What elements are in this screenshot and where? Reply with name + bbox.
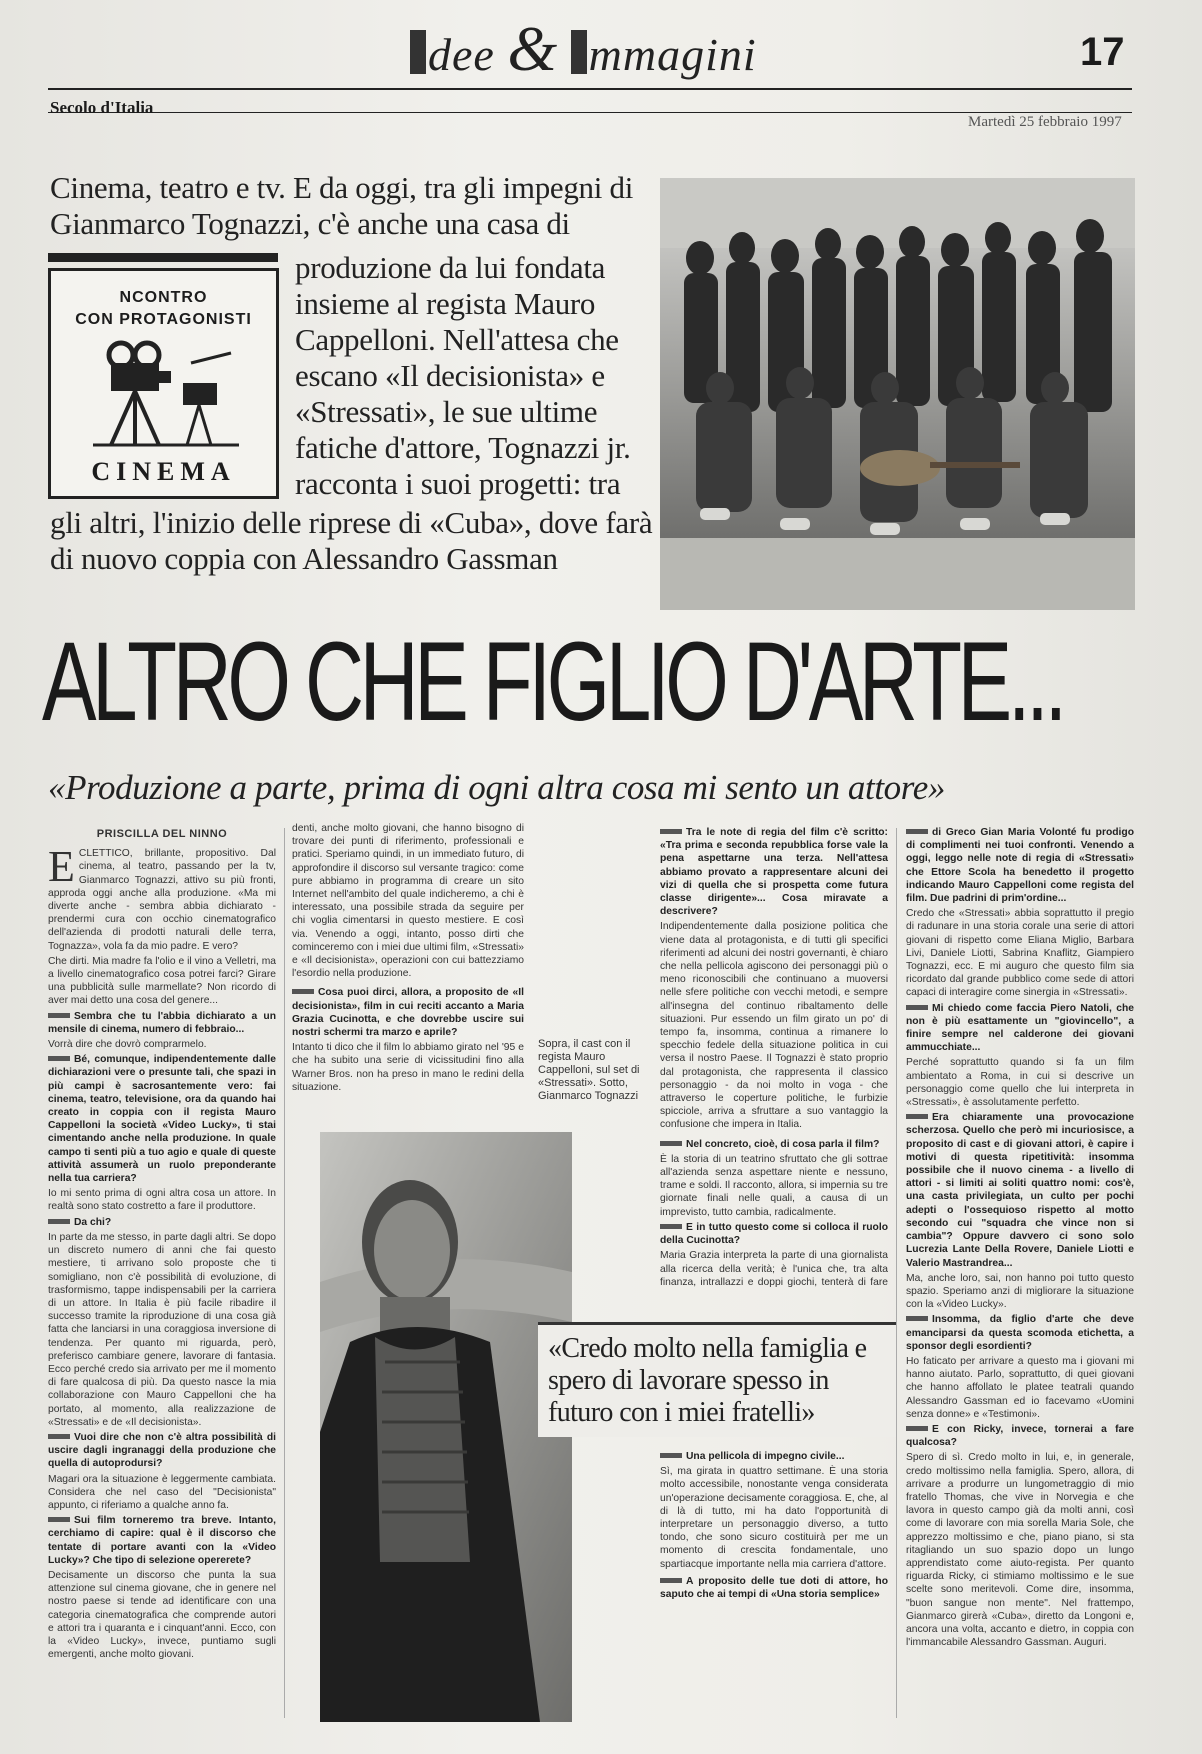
question-text: Una pellicola di impegno civile...: [660, 1450, 888, 1463]
article-column-3: [660, 826, 888, 1291]
answer-text: Magari ora la situazione è leggermente cambiata. Considera che nel caso del "Decisionista" appunto, ci riferiamo a qualche anno fa.: [48, 1473, 276, 1511]
page-number: 17: [1080, 30, 1125, 74]
question-text: Sui film torneremo tra breve. Intanto, cerchiamo di capire: qual è il discorso che tentate di portare avanti con la «Video Lucky»? Che tipo di selezione opererete?: [48, 1515, 276, 1566]
byline: PRISCILLA DEL NINNO: [96, 828, 228, 840]
article-column-1: [48, 828, 276, 1663]
masthead-rule: [48, 88, 1132, 90]
publication-date: Martedì 25 febbraio 1997: [968, 114, 1122, 130]
question-text: Bé, comunque, indipendentemente dalle dichiarazioni vere o presunte tali, che spazi in più campi è sacrosantemente vero: fai cinema, teatro, televisione, ora da quando hai creato in coppia con il regista Mauro Cappelloni la società «Video Lucky», ti stai cimentando anche nella produzione. In quale campo ti senti più a tuo agio e quale di queste attività assumerà un ruolo preponderante nella tua carriera?: [48, 1054, 276, 1185]
photo-caption: Sopra, il cast con il regista Mauro Cappelloni, sul set di «Stressati». Sotto, Gianmarco Tognazzi: [538, 1038, 640, 1102]
section-title-part-b: mmagini: [588, 29, 757, 80]
headline: ALTRO CHE FIGLIO D'ARTE...: [42, 619, 1063, 744]
badge-line-2: CON PROTAGONISTI: [75, 311, 252, 328]
answer-text: Spero di sì. Credo molto in lui, e, in generale, credo moltissimo nella famiglia. Spero, allora, di arrivare a produrre un lungometraggio di mio fratello Thomas, che vive in Norvegia e che lavora in questo campo già da molti anni, così come di lavorare con mia sorella Maria Sole, che apprezzo moltissimo e che, piano piano, si sta ritagliando un suo spazio dopo un lungo apprendistato come aiuto-regista. Per quanto riguarda Ricky, ci stimiamo moltissimo e le sue scelte sono meritevoli. Come dire, insomma, "buon sangue non mente". Nel frattempo, Gianmarco girerà «Cuba», diretto da Longoni e, ancora una volta, accanto e dietro, in coppia con l'immancabile Alessandro Gassman. Auguri.: [906, 1452, 1134, 1649]
section-title-ampersand: &: [507, 13, 559, 84]
section-initial-bar: [571, 30, 587, 74]
answer-text: Io mi sento prima di ogni altra cosa un attore. In realtà sono stato costretto a fare il produttore.: [48, 1188, 276, 1213]
film-camera-icon: [91, 333, 241, 453]
question-text: Sembra che tu l'abbia dichiarato a un mensile di cinema, numero di febbraio...: [48, 1010, 276, 1035]
article-column-4: [906, 826, 1134, 1651]
question-text: Nel concreto, cioè, di cosa parla il film?: [660, 1138, 888, 1151]
intro-line-2: produzione da lui fondata insieme al regista Mauro Cappelloni. Nell'attesa che escano «Il decisionista» e «Stressati», le sue ultime fatiche d'attore, Tognazzi jr. racconta i suoi progetti: tra: [295, 250, 631, 501]
question-text: Vuoi dire che non c'è altra possibilità di uscire dagli ingranaggi della produzione che quella di autoprodursi?: [48, 1431, 276, 1470]
article-lead: [48, 842, 276, 953]
cast-group-photo: [660, 178, 1135, 610]
answer-text: È la storia di un teatrino sfruttato che gli sottrae all'azienda senza aspettare niente e nessuno, trame e soldi. Il racconto, allora, si impernia su tre giornate finali nelle quali, a causa di un imprevisto, tutto cambia, radicalmente.: [660, 1153, 888, 1218]
badge-footer: CINEMA: [91, 457, 236, 486]
question-text: Insomma, da figlio d'arte che deve emanciparsi da questa scomoda etichetta, a sponsor degli esordienti?: [906, 1314, 1134, 1352]
tognazzi-portrait-photo: [320, 1132, 572, 1722]
section-title: [410, 12, 757, 86]
portrait-image: [320, 1132, 572, 1722]
intro-line-1: Cinema, teatro e tv. E da oggi, tra gli impegni di Gianmarco Tognazzi, c'è anche una casa di: [50, 170, 634, 241]
question-text: Era chiaramente una provocazione scherzosa. Quello che però mi incuriosisce, a proposito di cast e di giovani attori, è capire i motivi di questa ripetitività: insomma possibile che il nuovo cinema - a livello di attori - si limiti ai soliti quattro nomi: cos'è, una casta privilegiata, un culto per pochi adepti o l'ossequioso rispetto al motto secondo cui "squadra che vince non si cambia"? Oppure davvero ci sono solo Lucrezia Lante Della Rovere, Daniele Liotti e Valerio Mastrandrea...: [906, 1112, 1134, 1269]
question-text: E in tutto questo come si colloca il ruolo della Cucinotta?: [660, 1221, 888, 1247]
answer-text: Sì, ma girata in quattro settimane. È una storia molto accessibile, nonostante venga considerata un'operazione decisamente coraggiosa. E, che, al di là di tutto, mi ha dato l'opportunità di interpretare un personaggio diverso, a tutto tondo, che sono sicuro costituirà per me un momento di crescita fondamentale, uno spartiacque importante nella mia carriera d'attore.: [660, 1466, 888, 1570]
answer-text: In parte da me stesso, in parte dagli altri. Se dopo un discreto numero di anni che fai questo mestiere, ti arrivano solo proposte che ti somigliano, non c'è possibilità di evoluzione, di trasformismo, tappe indispensabili per la carriera di un attore. In Italia è più facile ribadire il successo tramite la riproduzione di una cosa già fatta che lanciarsi in una coraggiosa inversione di tendenza. Per quanto mi riguarda, però, preferisco cambiare genere, lavorare di fantasia. Ecco perché credo sia arrivato per me il momento di fare qualcosa di più. Da questo nasce la mia collaborazione con Mauro Cappelloni che ha portato, al momento, alla realizzazione de «Stressati» e de «Il decisionista».: [48, 1231, 276, 1428]
answer-text: Ho faticato per arrivare a questo ma i giovani mi hanno aiutato. Parlo, soprattutto, di quei giovani che hanno affollato le platee teatrali quando Alessandro Gassman ed io facevamo «Uomini senza donne» e «Testimoni».: [906, 1355, 1134, 1420]
question-text: Cosa puoi dirci, allora, a proposito de «Il decisionista», film in cui reciti accanto a Maria Grazia Cucinotta, e che dovrebbe uscire sui nostri schermi tra marzo e aprile?: [292, 987, 524, 1039]
badge-top-bar: [48, 253, 278, 262]
column-divider: [896, 828, 897, 1718]
question-text: E con Ricky, invece, tornerai a fare qualcosa?: [906, 1423, 1134, 1449]
intro-line-3: gli altri, l'inizio delle riprese di «Cuba», dove farà di nuovo coppia con Alessandro Gassman: [50, 505, 653, 576]
question-text: Da chi?: [48, 1216, 276, 1229]
answer-text: Intanto ti dico che il film lo abbiamo girato nel '95 e che ha subito una serie di vicissitudini fino alla Warner Bros. non ha preso in mano le redini della situazione.: [292, 1042, 524, 1093]
badge-line-1: NCONTRO: [119, 289, 208, 306]
answer-text: Vorrà dire che dovrò comprarmelo.: [48, 1039, 207, 1051]
article-column-2: [292, 822, 524, 1096]
drop-cap: E: [48, 842, 75, 892]
question-text: A proposito delle tue doti di attore, ho saputo che ai tempi di «Una storia semplice»: [660, 1575, 888, 1601]
answer-text: Credo che «Stressati» abbia soprattutto il pregio di radunare in una storia corale una serie di attori giovani di rispetto come Eliana Miglio, Barbara Livi, Daniele Liotti, Sabrina Knaflitz, Giampiero Tognazzi, ecc. E mi auguro che questo film sia ricordato dal grande pubblico come sede di attori capaci di interagire come sinergia in «Stressati».: [906, 908, 1134, 999]
section-initial-bar: [410, 30, 426, 74]
subheadline: «Produzione a parte, prima di ogni altra cosa mi sento un attore»: [48, 768, 945, 807]
column-divider: [284, 828, 285, 1718]
publication-name: Secolo d'Italia: [50, 98, 154, 117]
answer-text: Che dirti. Mia madre fa l'olio e il vino a Velletri, ma a livello cinematografico cosa potrei farci? Girare una pubblicità sulle marmellate? Non ricordo di aver mai detto una cosa del genere...: [48, 955, 276, 1007]
section-title-part-a: dee: [428, 29, 495, 80]
answer-text: Indipendentemente dalla posizione politica che viene data al protagonista, e di tutti gli specifici riferimenti ad alcuni dei nostri governanti, è chiaro che nella pellicola agiscono dei personaggi più o meno riconoscibili che continuano a muoversi nelle sfere politiche con vecchi metodi, e sempre all'insegna del continuo ribaltamento delle situazioni. Pur essendo un film girato un po' di tempo fa, insomma, continua a rimanere lo specchio fedele della situazione politica in cui versa il nostro Paese. Il Tognazzi è stato proprio dal protagonista, che rappresenta il classico personaggio - da noi molto in voga - che attraverso le coperture politiche, le furbizie spicciole, arriva a sfruttare a suo vantaggio la confusione che impera in Italia.: [660, 921, 888, 1131]
article-column-3-lower: [660, 1450, 888, 1603]
answer-text: Maria Grazia interpreta la parte di una giornalista alla ricerca della verità; è l'unica che, tra alta finanza, intrallazzi e doppi giochi, tenterà di fare: [660, 1250, 888, 1288]
answer-text: Ma, anche loro, sai, non hanno poi tutto questo spazio. Speriamo anzi di migliorare la situazione con la «Video Lucky».: [906, 1272, 1134, 1311]
lead-text: CLETTICO, brillante, propositivo. Dal cinema, al teatro, passando per la tv, Gianmarco Tognazzi, attivo su più fronti, approda oggi anche alla produzione. «Ma mi diverte anche - sembra abbia dichiarato - prendermi cura con occhio cinematografico dell'azienda di prodotti naturali delle terra, Tognazza», vola fa da mio padre. E vero?: [48, 848, 276, 952]
answer-text: Decisamente un discorso che punta la sua attenzione sul cinema giovane, che in genere nel nostro paese si tende ad identificare con una categoria cinematografica che comprende autori e attori tra i quaranta e i cinquant'anni. Ecco, con la «Video Lucky», invece, puntiamo sugli emergenti, anche molto giovani.: [48, 1569, 276, 1661]
question-text: Tra le note di regia del film c'è scritto: «Tra prima e seconda repubblica forse vale la pena aspettarne una terza. Nell'attesa abbiamo provato a rappresentare alcuni dei vizi di quella che si prospetta come futura classe dirigente»... Cosa miravate a descrivere?: [660, 827, 888, 918]
answer-text: denti, anche molto giovani, che hanno bisogno di trovare dei punti di riferimento, professionali e pratici. Speriamo quindi, in un immediato futuro, di approfondire il discorso sul versante tragico: come pure abbiamo in programma di creare un sito Internet nell'ambito del quale indicheremo, a chi è interessato, una possibile strada da seguire per chi voglia cimentarsi in questo mestiere. E così via. Venendo a oggi, intanto, posso dirti che cominceremo con i miei due ultimi film, «Stressati» e «Il decisionista», operazioni con cui battezziamo l'esordio nella produzione.: [292, 823, 524, 980]
answer-text: Perché soprattutto quando si fa un film ambientato a Roma, in cui si descrive un personaggio come quello che lui interpreta in «Stressati», è assolutamente perfetto.: [906, 1057, 1134, 1109]
question-text: Mi chiedo come faccia Piero Natoli, che non è più esattamente un "giovincello", a finire sempre nel calderone dei giovani ammucchiate...: [906, 1002, 1134, 1054]
masthead-subrule: [48, 112, 1132, 113]
cast-group-image: [660, 178, 1135, 610]
question-text: di Greco Gian Maria Volonté fu prodigo di complimenti nei tuoi confronti. Venendo a oggi, leggo nelle note di regia di «Stressati» che Ettore Scola ha benedetto il progetto indicando Mauro Cappelloni come regista del film. Due padrini di prim'ordine...: [906, 827, 1134, 905]
pull-quote: «Credo molto nella famiglia e spero di lavorare spesso in futuro con i miei fratelli»: [538, 1322, 896, 1437]
incontro-badge: [48, 268, 279, 499]
